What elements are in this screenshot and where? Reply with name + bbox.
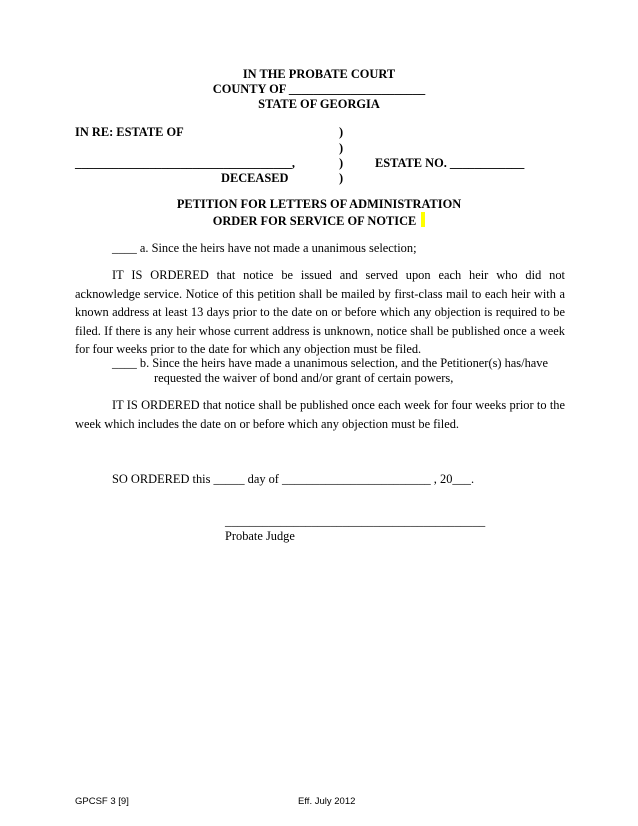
decedent-name-line: ___________________________________, — [75, 156, 295, 170]
judge-signature-line: __________________________________________ — [225, 514, 486, 528]
order-title — [0, 212, 638, 229]
caption-paren-1: ) — [339, 125, 344, 139]
caption-paren-4: ) — [339, 171, 344, 185]
effective-date-footer: Eff. July 2012 — [298, 796, 356, 807]
so-ordered-line: SO ORDERED this _____ day of ________________________ , 20___. — [112, 472, 475, 486]
order-b-text: IT IS ORDERED that notice shall be published once each week for four weeks prior to the week which includes the date on or before which any objection must be filed. — [75, 398, 565, 431]
order-a-paragraph — [75, 266, 565, 359]
in-re-label: IN RE: ESTATE OF — [75, 125, 184, 139]
highlight-marker — [421, 212, 425, 227]
caption-paren-2: ) — [339, 141, 344, 155]
estate-number-field: ESTATE NO. ____________ — [375, 156, 525, 170]
option-b-line-2: requested the waiver of bond and/or grant of certain powers, — [154, 371, 454, 385]
petition-title: PETITION FOR LETTERS OF ADMINISTRATION — [176, 197, 462, 211]
caption-paren-3: ) — [339, 156, 344, 170]
order-a-text: IT IS ORDERED that notice be issued and served upon each heir who did not acknowledge service. Notice of this petition shall be mailed by first-class mail to each heir with a known address at least 13 days prior to the date on or before which any objection is required to be filed. If there is any heir whose current address is unknown, notice shall be published once a week for four weeks prior to the date for which any objection must be filed. — [75, 268, 565, 356]
state-heading: STATE OF GEORGIA — [258, 97, 380, 111]
option-a-line: ____ a. Since the heirs have not made a unanimous selection; — [112, 241, 417, 255]
court-heading: IN THE PROBATE COURT — [242, 67, 396, 81]
order-b-paragraph — [75, 396, 565, 433]
order-title-text: ORDER FOR SERVICE OF NOTICE — [212, 214, 417, 228]
county-line: COUNTY OF ______________________ — [212, 82, 426, 96]
deceased-label: DECEASED — [221, 171, 289, 185]
judge-signature-label: Probate Judge — [225, 529, 295, 543]
option-b-line-1: ____ b. Since the heirs have made a unanimous selection, and the Petitioner(s) has/have — [112, 356, 548, 370]
form-id-footer: GPCSF 3 [9] — [75, 796, 129, 807]
